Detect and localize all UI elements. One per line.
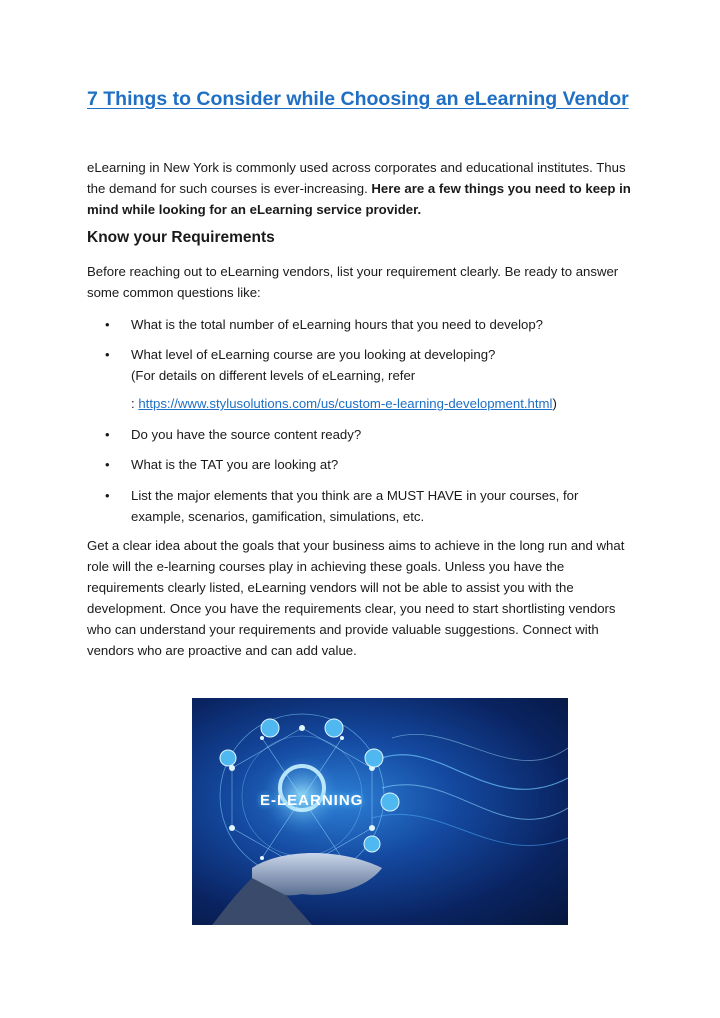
document-title[interactable]: 7 Things to Consider while Choosing an eLearning Vendor xyxy=(87,88,629,110)
section-paragraph-line-1: Before reaching out to eLearning vendors, list your requirement clearly. Be ready to answer xyxy=(87,264,619,279)
bullet-icon: • xyxy=(105,427,110,442)
section-paragraph xyxy=(87,261,635,303)
list-item-text xyxy=(131,344,625,386)
list-item-text: What is the total number of eLearning hours that you need to develop? xyxy=(131,317,544,332)
link-prefix: : xyxy=(131,396,139,411)
list-item-line-1: What level of eLearning course are you looking at developing? xyxy=(131,347,496,362)
intro-paragraph xyxy=(87,157,635,220)
reference-link[interactable]: https://www.stylusolutions.com/us/custom-e-learning-development.html xyxy=(138,396,553,411)
intro-line-2 xyxy=(87,178,635,199)
list-item-line-2: example, scenarios, gamification, simulations, etc. xyxy=(131,509,425,524)
closing-line: who can understand your requirements and provide valuable suggestions. Connect with xyxy=(87,622,599,637)
closing-line: vendors who are proactive and can add value. xyxy=(87,643,357,658)
elearning-image-label: E-LEARNING xyxy=(260,792,364,809)
closing-line: development. Once you have the requirements clear, you need to start shortlisting vendors xyxy=(87,601,616,616)
intro-line-3 xyxy=(87,199,635,220)
bullet-icon: • xyxy=(105,347,110,362)
intro-line-2-bold: Here are a few things you need to keep in xyxy=(371,181,631,196)
closing-paragraph xyxy=(87,535,635,661)
intro-line-1: eLearning in New York is commonly used across corporates and educational institutes. Thus xyxy=(87,160,626,175)
list-item-line-1: List the major elements that you think are a MUST HAVE in your courses, for xyxy=(131,488,579,503)
list-item-text xyxy=(131,485,625,527)
bullet-icon: • xyxy=(105,457,110,472)
section-heading: Know your Requirements xyxy=(87,229,275,246)
list-item-line-2: (For details on different levels of eLearning, refer xyxy=(131,368,416,383)
list-item-text: What is the TAT you are looking at? xyxy=(131,457,339,472)
list-item-text: Do you have the source content ready? xyxy=(131,427,362,442)
closing-line: requirements clearly listed, eLearning vendors will not be able to assist you with the xyxy=(87,580,574,595)
bullet-icon: • xyxy=(105,317,110,332)
bullet-icon: • xyxy=(105,488,110,503)
closing-line: Get a clear idea about the goals that your business aims to achieve in the long run and what xyxy=(87,538,625,553)
network-graphic xyxy=(192,698,568,925)
section-paragraph-line-2: some common questions like: xyxy=(87,285,261,300)
intro-line-3-bold: mind while looking for an eLearning service provider. xyxy=(87,202,422,217)
link-suffix: ) xyxy=(552,396,557,411)
elearning-hero-image xyxy=(192,698,568,925)
closing-line: role will the e-learning courses play in achieving these goals. Unless you have the xyxy=(87,559,565,574)
intro-line-2-plain: the demand for such courses is ever-increasing. xyxy=(87,181,372,196)
